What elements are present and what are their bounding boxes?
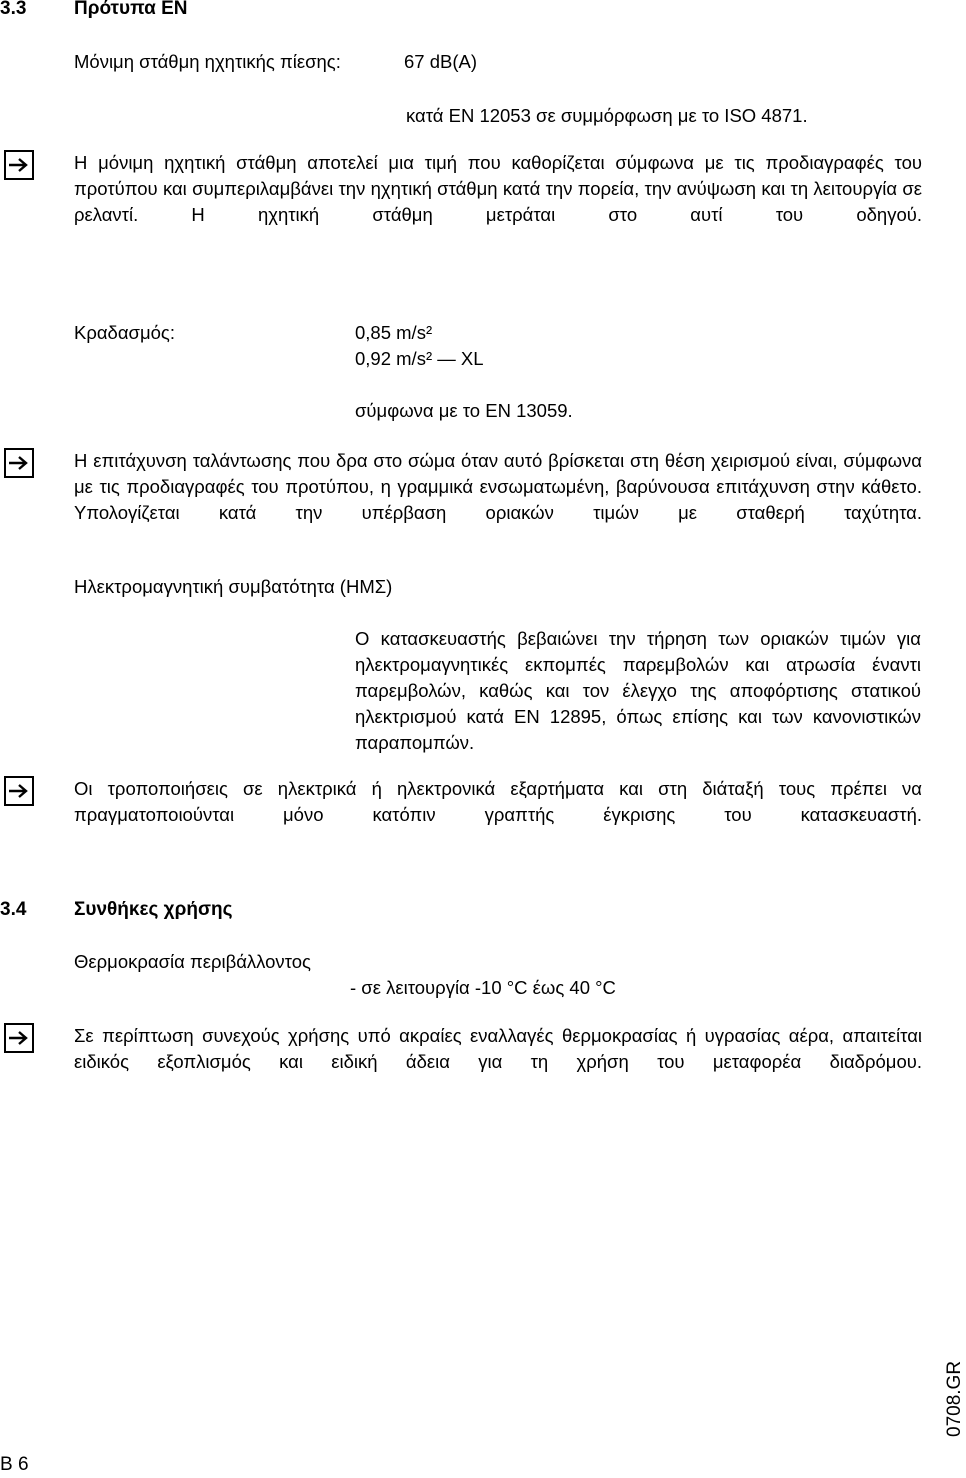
- vibration-value-2: 0,92 m/s² — XL: [355, 348, 484, 369]
- section-3-3-title: Πρότυπα EN: [74, 0, 188, 19]
- temperature-label: Θερμοκρασία περιβάλλοντος: [74, 951, 311, 972]
- vibration-standard: σύμφωνα με το EN 13059.: [355, 400, 573, 421]
- page-number: B 6: [0, 1454, 29, 1475]
- noise-note: Η μόνιμη ηχητική στάθμη αποτελεί μια τιμή που καθορίζεται σύμφωνα με τις προδιαγραφές του προτύπου και συμπεριλαμβάνει την ηχητική στάθμη κατά την πορεία, την ανύψωση και τη λειτουργία σε ρελαντί. Η ηχητική στάθμη μετράται στο αυτί του οδηγού.: [74, 152, 922, 225]
- note-arrow-icon: [4, 448, 34, 478]
- note-arrow-icon: [4, 150, 34, 180]
- noise-standard: κατά EN 12053 σε συμμόρφωση με το ISO 4871.: [406, 105, 808, 126]
- document-code: 0708.GR: [944, 1360, 965, 1437]
- emc-label: Ηλεκτρομαγνητική συμβατότητα (ΗΜΣ): [74, 576, 393, 597]
- section-3-3-number: 3.3: [0, 0, 27, 19]
- vibration-label: Κραδασμός:: [74, 322, 175, 343]
- note-arrow-icon: [4, 1023, 34, 1053]
- note-arrow-icon: [4, 776, 34, 806]
- section-3-4-number: 3.4: [0, 899, 27, 920]
- vibration-note: Η επιτάχυνση ταλάντωσης που δρα στο σώμα όταν αυτό βρίσκεται στη θέση χειρισμού είναι, σύμφωνα με τις προδιαγραφές του προτύπου, η γραμμικά ενσωματωμένη, βαρύνουσα επιτάχυνση στην κάθετο. Υπολογίζεται κατά την υπέρβαση οριακών τιμών με σταθερή ταχύτητα.: [74, 450, 922, 523]
- noise-label: Μόνιμη στάθμη ηχητικής πίεσης:: [74, 51, 341, 72]
- emc-note: Οι τροποποιήσεις σε ηλεκτρικά ή ηλεκτρονικά εξαρτήματα και στη διάταξή τους πρέπει να πραγματοποιούνται μόνο κατόπιν γραπτής έγκρισης του κατασκευαστή.: [74, 778, 922, 825]
- emc-text: Ο κατασκευαστής βεβαιώνει την τήρηση των οριακών τιμών για ηλεκτρομαγνητικές εκπομπές παρεμβολών και ατρωσία έναντι παρεμβολών, καθώς και τον έλεγχο της αποφόρτισης στατικού ηλεκτρισμού κατά EN 12895, όπως επίσης και των κανονιστικών παραπομπών.: [355, 628, 921, 753]
- temperature-note: Σε περίπτωση συνεχούς χρήσης υπό ακραίες εναλλαγές θερμοκρασίας ή υγρασίας αέρα, απαιτείται ειδικός εξοπλισμός και ειδική άδεια για τη χρήση του μεταφορέα διαδρόμου.: [74, 1025, 922, 1072]
- noise-value: 67 dB(A): [404, 51, 478, 72]
- section-3-4-title: Συνθήκες χρήσης: [74, 899, 233, 920]
- temperature-value: - σε λειτουργία -10 °C έως 40 °C: [350, 977, 616, 998]
- vibration-value-1: 0,85 m/s²: [355, 322, 433, 343]
